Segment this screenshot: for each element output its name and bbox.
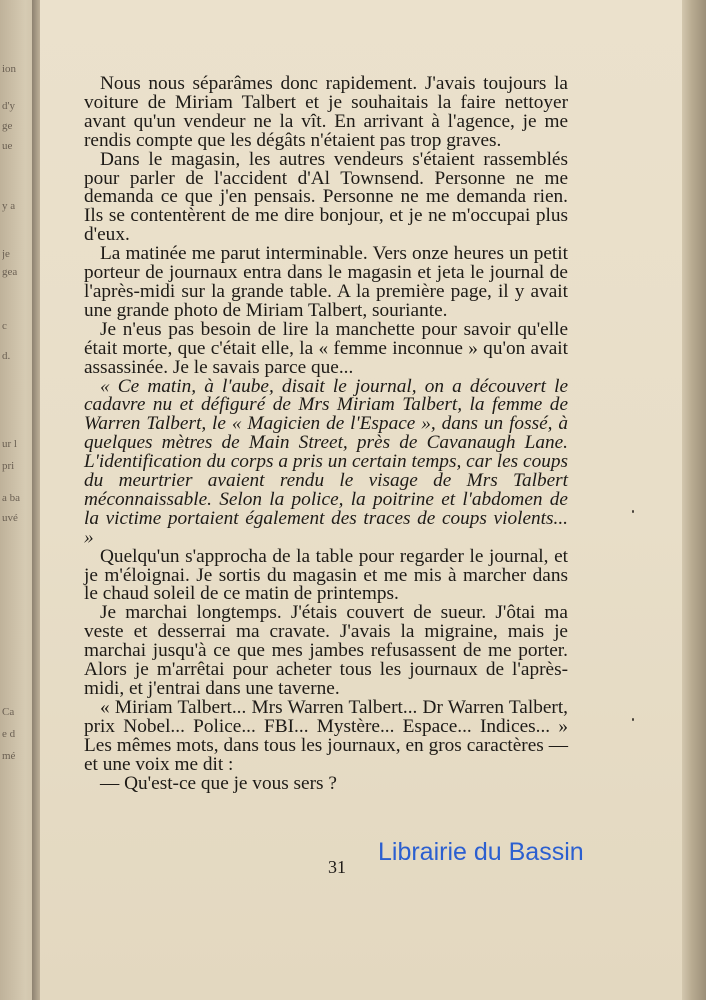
previous-page-fragment: y a [2, 200, 16, 212]
page-stack-edge [682, 0, 706, 1000]
previous-page-fragment: pri [2, 460, 15, 472]
paragraph: Quelqu'un s'approcha de la table pour regarder le journal, et je m'éloignai. Je sortis du magasin et me mis à marcher dans le chaud soleil de ce matin de printemps. [84, 545, 568, 605]
paragraph: La matinée me parut interminable. Vers onze heures un petit porteur de journaux entra dans le magasin et jeta le journal de l'après-midi sur la grande table. A la première page, il y avait une grande photo de Miriam Talbert, souriante. [84, 243, 568, 321]
previous-page-fragment: je [2, 248, 10, 260]
dialogue-line: — Qu'est-ce que je vous sers ? [100, 772, 337, 794]
paragraph: Dans le magasin, les autres vendeurs s'étaient rassemblés pour parler de l'accident d'Al Townsend. Personne ne me demanda ce que j'en pensais. Personne ne me demanda rien. Ils se contentèrent de me dire bonjour, et je ne m'occupai plus d'eux. [84, 148, 568, 246]
previous-page-fragment: gea [2, 266, 18, 278]
previous-page-fragment: ue [2, 140, 13, 152]
previous-page-fragment: ge [2, 120, 13, 132]
previous-page-fragment: e d [2, 728, 16, 740]
previous-page-fragment: ur l [2, 438, 17, 450]
previous-page-fragment: d'y [2, 100, 15, 112]
seller-watermark: Librairie du Bassin [378, 838, 584, 866]
newspaper-quote: « Ce matin, à l'aube, disait le journal, on a découvert le cadavre nu et défiguré de Mrs Miriam Talbert, la femme de Warren Talbert, le « Magicien de l'Espace », dans un fossé, à quelques mètres de Main Street, près de Cavanaugh Lane. L'identification du corps a pris un certain temps, car les coups du meurtrier avaient rendu le visage de Mrs Talbert méconnaissable. Selon la police, la poitrine et l'abdomen de la victime portaient également des traces de coups violents... » [84, 375, 568, 548]
previous-page-fragment: c [2, 320, 7, 332]
previous-page-edge [0, 0, 36, 1000]
previous-page-fragment: ion [2, 63, 17, 75]
ink-speck [632, 718, 634, 721]
paragraph: Je marchai longtemps. J'étais couvert de sueur. J'ôtai ma veste et desserrai ma cravate. J'avais la migraine, mais je marchai jusqu'à ce que mes jambes refusassent de me porter. Alors je m'arrêtai pour acheter tous les journaux de l'après-midi, et j'entrai dans une taverne. [84, 602, 568, 699]
paragraph: Je n'eus pas besoin de lire la manchette pour savoir qu'elle était morte, que c'était elle, la « femme inconnue » qu'on avait assassinée. Je le savais parce que... [84, 318, 568, 378]
body-text [84, 75, 568, 793]
previous-page-fragment: Ca [2, 706, 15, 718]
previous-page-fragment: uvé [2, 512, 18, 524]
page-number: 31 [328, 857, 346, 877]
paragraph-headlines: « Miriam Talbert... Mrs Warren Talbert... Dr Warren Talbert, prix Nobel... Police... FBI... Mystère... Espace... Indices... » Les mêmes mots, dans tous les journaux, en gros caractères — et une voix me dit : [84, 696, 568, 775]
previous-page-fragment: a ba [2, 492, 21, 504]
previous-page-fragment: mé [2, 750, 16, 762]
ink-speck [632, 510, 634, 513]
paragraph: Nous nous séparâmes donc rapidement. J'avais toujours la voiture de Miriam Talbert et je souhaitais la faire nettoyer avant qu'un vendeur ne la vît. En arrivant à l'agence, je me rendis compte que les dégâts n'étaient pas trop graves. [84, 73, 568, 151]
previous-page-fragment: d. [2, 350, 11, 362]
